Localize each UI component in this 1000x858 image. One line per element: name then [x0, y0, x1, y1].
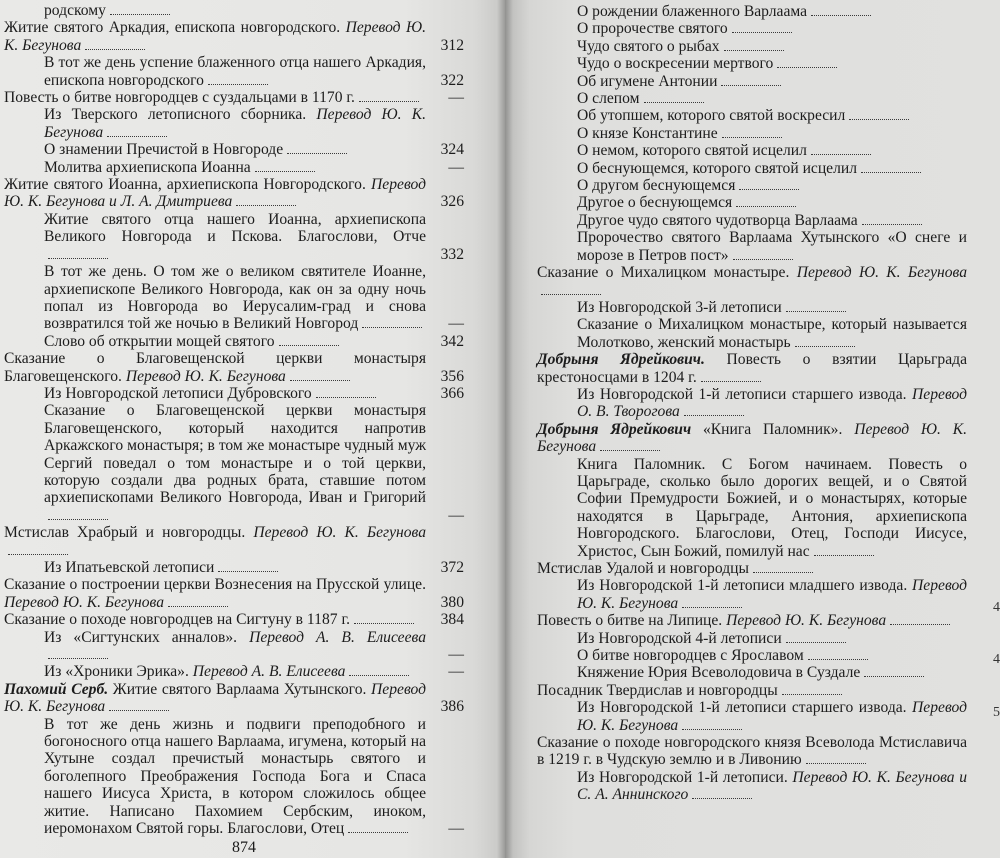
- toc-entry-text: Сказание о Михалицком монастыре.: [537, 264, 797, 282]
- toc-entry: [4, 54, 470, 89]
- toc-entry-title: [577, 699, 977, 734]
- dotted-leader: [861, 171, 921, 173]
- toc-entry-translator: Перевод Ю. К. Бегунова: [125, 367, 286, 385]
- toc-entry-title: [537, 421, 977, 456]
- toc-entry: [537, 421, 977, 456]
- dotted-leader: [724, 49, 784, 51]
- toc-entry-title: [577, 125, 977, 142]
- dotted-leader: [644, 101, 704, 103]
- toc-entry: [537, 699, 977, 734]
- dotted-leader: [218, 570, 278, 572]
- toc-entry-title: [44, 663, 470, 680]
- toc-entry: [4, 576, 470, 611]
- dotted-leader: [864, 675, 924, 677]
- dotted-leader: [753, 571, 813, 573]
- dotted-leader: [692, 797, 752, 799]
- toc-entry: [537, 194, 977, 211]
- toc-entry: [537, 316, 977, 351]
- toc-entry: [4, 333, 470, 350]
- toc-entry-translator: Перевод А. В. Елисеева: [249, 628, 426, 646]
- toc-entry: [537, 734, 977, 769]
- toc-entry-title: [577, 38, 977, 55]
- dotted-leader: [782, 693, 842, 695]
- toc-entry: [537, 160, 977, 177]
- toc-entry-title: [537, 351, 977, 386]
- toc-entry-title: [537, 612, 977, 629]
- dotted-leader: [236, 204, 296, 206]
- toc-entry: [4, 559, 470, 576]
- toc-entry-title: [44, 159, 470, 176]
- toc-entry: [537, 386, 977, 421]
- toc-entry: [4, 211, 470, 263]
- dotted-leader: [849, 118, 909, 120]
- toc-entry-title: [537, 734, 977, 769]
- toc-entry: [4, 350, 470, 385]
- toc-entry-title: [577, 107, 977, 124]
- dotted-leader: [890, 623, 950, 625]
- toc-entry-text: Княжение Юрия Всеволодовича в Суздале: [577, 664, 861, 682]
- toc-entry: [537, 299, 977, 316]
- toc-entry-title: [577, 630, 977, 647]
- toc-entry-text: Слово об открытии мощей святого: [44, 332, 275, 350]
- toc-entry: [4, 716, 470, 838]
- toc-entry-text: Из «Сигтунских анналов».: [44, 628, 250, 646]
- toc-page-number: —: [448, 89, 464, 107]
- toc-entry-text: Об игумене Антонии: [577, 72, 718, 90]
- dotted-leader: [811, 153, 871, 155]
- toc-entry: [4, 106, 470, 141]
- toc-page-number: —: [448, 820, 464, 838]
- toc-entry-title: [577, 73, 977, 90]
- toc-entry: [537, 55, 977, 72]
- toc-entry: [537, 142, 977, 159]
- toc-entry: [537, 682, 977, 699]
- dotted-leader: [541, 293, 601, 295]
- toc-entry-title: [577, 456, 977, 560]
- dotted-leader: [287, 152, 347, 154]
- dotted-leader: [806, 762, 866, 764]
- toc-entry: [4, 629, 470, 664]
- toc-entry: [537, 577, 977, 612]
- toc-entry-title: [577, 386, 977, 421]
- toc-page-number: —: [448, 315, 464, 333]
- dotted-leader: [682, 606, 742, 608]
- toc-entry: [4, 159, 470, 176]
- toc-entry-title: [4, 350, 470, 385]
- toc-entry-text: Из Новгородской 1-й летописи младшего извода.: [577, 577, 913, 595]
- toc-entry-title: [4, 176, 470, 211]
- toc-entry-text: Из Новгородской 3-й летописи: [577, 298, 782, 316]
- toc-entry-title: [44, 402, 470, 524]
- toc-entry-text: Мстислав Удалой и новгородцы: [537, 560, 749, 577]
- toc-entry-title: [44, 106, 470, 141]
- toc-entry-translator: Перевод Ю. К. Бегунова: [44, 106, 426, 141]
- toc-entry-translator: Перевод Ю. К. Бегунова и Л. А. Дмитриева: [4, 176, 426, 211]
- dotted-leader: [255, 170, 315, 172]
- toc-entry-text: Из Новгородской 4-й летописи: [577, 629, 782, 647]
- toc-entry-title: [4, 611, 470, 628]
- toc-entry-text: Сказание о походе новгородцев на Сигтуну в 1187 г.: [4, 611, 350, 629]
- dotted-leader: [279, 344, 339, 346]
- right-page: [505, 0, 1000, 858]
- toc-entry-text: О пророчестве святого: [577, 20, 728, 38]
- toc-entry-text: Сказание о походе новгородского князя Всеволода Мстиславича в 1219 г. в Чудскую землю и в Ливонию: [537, 734, 967, 769]
- toc-entry-title: [577, 647, 977, 664]
- toc-entry-text: В тот же день жизнь и подвиги преподобного и богоносного отца нашего Варлаама, игумена, который на Хутыне создал пречистый монастырь святого и боголепного Преображения Господа Бога и Спаса нашего Иисуса Христа, в котором сложилось общее житие. Написано Пахомием Сербским, иноком, иеромонахом Святой горы. Благослови, Отец: [44, 715, 426, 838]
- toc-entry-text: Житие святого Аркадия, епископа новгородского.: [4, 19, 346, 37]
- toc-page-number: 312: [440, 36, 464, 54]
- toc-entry-title: [44, 629, 470, 664]
- toc-entry-title: [577, 664, 977, 681]
- toc-entry-title: [577, 769, 977, 804]
- toc-entry-translator: Перевод Ю. К. Бегунова: [253, 524, 426, 542]
- dotted-leader: [682, 728, 742, 730]
- toc-entry-title: [577, 299, 977, 316]
- toc-entry-title: [577, 577, 977, 612]
- toc-entry: [537, 612, 977, 629]
- toc-entry: [4, 681, 470, 716]
- toc-entry-text: Житие святого Иоанна, архиепископа Новгородского.: [4, 176, 372, 194]
- dotted-leader: [736, 205, 796, 207]
- toc-page-number: 384: [440, 611, 464, 629]
- toc-entry-title: [577, 90, 977, 107]
- toc-entry-translator: Перевод А. В. Елисеева: [192, 663, 346, 681]
- toc-entry-title: [577, 55, 977, 72]
- toc-entry: [537, 3, 977, 20]
- toc-entry: [537, 664, 977, 681]
- toc-entry: [4, 176, 470, 211]
- toc-page-number: 342: [440, 332, 464, 350]
- dotted-leader: [354, 622, 414, 624]
- toc-entry-title: [44, 385, 470, 402]
- toc-entry: [4, 385, 470, 402]
- dotted-leader: [208, 83, 268, 85]
- dotted-leader: [786, 641, 846, 643]
- toc-page-number: —: [448, 663, 464, 681]
- toc-entry: [537, 351, 977, 386]
- dotted-leader: [795, 345, 855, 347]
- toc-entry-translator: Перевод Ю. К. Бегунова: [577, 699, 967, 734]
- toc-entry-title: [577, 142, 977, 159]
- toc-entry-title: [577, 229, 977, 264]
- toc-entry-text: О битве новгородцев с Ярославом: [577, 647, 804, 665]
- dotted-leader: [814, 554, 874, 556]
- toc-entry-text: Повесть о битве на Липице.: [537, 612, 727, 630]
- toc-entry-text: Сказание о построении церкви Вознесения на Прусской улице.: [4, 576, 426, 594]
- toc-entry-text: О слепом: [577, 90, 640, 108]
- toc-entry-title: [44, 2, 470, 19]
- dotted-leader: [722, 136, 782, 138]
- toc-entry: [537, 630, 977, 647]
- toc-entry: [4, 2, 470, 19]
- toc-page-number: 386: [440, 698, 464, 716]
- toc-entry-text: Из Тверского летописного сборника.: [44, 106, 317, 124]
- toc-entry-text: «Книга Паломник».: [691, 420, 855, 438]
- dotted-leader: [808, 658, 868, 660]
- toc-page-number: 380: [440, 593, 464, 611]
- edge-number: 4: [993, 652, 1000, 667]
- toc-entry-translator: Перевод Ю. К. Бегунова: [4, 680, 426, 716]
- toc-entry-text: О беснующемся, которого святой исцелил: [577, 159, 858, 177]
- dotted-leader: [733, 258, 793, 260]
- toc-entry-author: Добрыня Ядрейкович.: [537, 351, 705, 369]
- toc-entry: [537, 212, 977, 229]
- dotted-leader: [684, 414, 744, 416]
- toc-entry-text: Сказание о Благовещенской церкви монастыря Благовещенского, который находится напротив Аркажского монастыря; в том же монастыре чудный муж Сергий поведал о том монастыре и о той церкви, которую создали два родных брата, ставшие потом архиепископами Великого Новгорода, Иван и Григорий: [44, 402, 426, 507]
- edge-number: 5: [993, 705, 1000, 720]
- toc-page-number: 324: [440, 141, 464, 159]
- dotted-leader: [349, 674, 409, 676]
- toc-entry-title: [577, 316, 977, 351]
- dotted-leader: [8, 553, 68, 555]
- toc-entry-text: Сказание о Благовещенской церкви монастыря Благовещенского.: [4, 350, 426, 385]
- toc-entry-text: Чудо святого о рыбах: [577, 37, 720, 55]
- toc-entry-text: Житие святого Варлаама Хутынского.: [108, 680, 372, 698]
- toc-page-number: —: [448, 506, 464, 524]
- toc-entry-title: [44, 263, 470, 333]
- toc-entry: [537, 769, 977, 804]
- dotted-leader: [316, 396, 376, 398]
- toc-entry-title: [577, 3, 977, 20]
- toc-page-number: —: [448, 158, 464, 176]
- dotted-leader: [362, 326, 422, 328]
- dotted-leader: [777, 66, 837, 68]
- toc-entry-text: О знамении Пречистой в Новгороде: [44, 141, 284, 159]
- toc-entry-title: [4, 681, 470, 716]
- toc-entry-title: [44, 333, 470, 350]
- toc-entry-title: [4, 19, 470, 54]
- toc-page-number: 322: [440, 71, 464, 89]
- toc-entry: [537, 90, 977, 107]
- toc-entry: [537, 264, 977, 299]
- dotted-leader: [110, 13, 170, 15]
- toc-page-number: 372: [440, 559, 464, 576]
- toc-entry-text: Пророчество святого Варлаама Хутынского «О снеге и морозе в Петров пост»: [577, 229, 967, 264]
- toc-entry-text: Молитва архиепископа Иоанна: [44, 158, 251, 176]
- dotted-leader: [85, 48, 145, 50]
- toc-entry-text: Из Новгородской 1-й летописи.: [577, 768, 793, 786]
- toc-entry-text: Житие святого отца нашего Иоанна, архиепископа Великого Новгорода и Пскова. Благослови, Отче: [44, 210, 426, 246]
- toc-entry-title: [44, 211, 470, 263]
- toc-entry-text: О немом, которого святой исцелил: [577, 142, 807, 160]
- toc-entry-text: О князе Константине: [577, 124, 718, 142]
- edge-number: 4: [993, 600, 1000, 615]
- toc-entry: [537, 177, 977, 194]
- toc-entry-translator: Перевод Ю. К. Бегунова: [537, 420, 967, 456]
- page-number: 874: [232, 839, 256, 856]
- toc-entry-text: Из Новгородской 1-й летописи старшего извода.: [577, 699, 913, 717]
- toc-entry-title: [4, 524, 470, 559]
- toc-entry: [537, 38, 977, 55]
- toc-entry: [4, 524, 470, 559]
- toc-entry-text: Чудо о воскресении мертвого: [577, 55, 774, 73]
- toc-entry-title: [537, 560, 977, 577]
- toc-entry-text: родскому: [44, 2, 106, 19]
- toc-entry: [4, 19, 470, 54]
- toc-entry-title: [537, 682, 977, 699]
- toc-entry-translator: Перевод Ю. К. Бегунова: [4, 593, 165, 611]
- toc-entry-title: [44, 54, 470, 89]
- dotted-leader: [359, 100, 419, 102]
- toc-entry: [537, 560, 977, 577]
- toc-entry-text: Книга Паломник. С Богом начинаем. Повесть о Царьграде, сколько было дорогих вещей, и о Святой Софии Премудрости Божией, и о монастырях, которые находятся в Царьграде, Антония, архиепископа Новгородского. Благослови, Отец, Господи Иисусе, Христос, Сын Божий, помилуй нас: [577, 455, 967, 560]
- toc-entry-title: [4, 89, 470, 106]
- toc-entry-text: Из «Хроники Эрика».: [44, 663, 193, 681]
- dotted-leader: [48, 257, 108, 259]
- toc-page-number: 332: [440, 245, 464, 263]
- toc-entry-translator: Перевод О. В. Творогова: [577, 385, 967, 421]
- toc-entry-text: Повесть о битве новгородцев с суздальцами в 1170 г.: [4, 89, 355, 107]
- dotted-leader: [739, 188, 799, 190]
- dotted-leader: [348, 831, 408, 833]
- dotted-leader: [168, 605, 228, 607]
- toc-entry: [4, 611, 470, 628]
- dotted-leader: [48, 657, 108, 659]
- toc-entry-text: О рождении блаженного Варлаама: [577, 3, 808, 20]
- toc-entry-title: [577, 212, 977, 229]
- dotted-leader: [862, 223, 922, 225]
- toc-entry-title: [577, 177, 977, 194]
- toc-entry-title: [537, 264, 977, 299]
- toc-entry-translator: Перевод Ю. К. Бегунова: [796, 264, 967, 282]
- toc-entry-author: Добрыня Ядрейкович: [537, 420, 692, 438]
- toc-entry-title: [4, 576, 470, 611]
- dotted-leader: [107, 135, 167, 137]
- toc-entry: [537, 73, 977, 90]
- toc-entry-title: [577, 160, 977, 177]
- toc-entry: [4, 263, 470, 333]
- dotted-leader: [701, 380, 761, 382]
- toc-entry-text: Из Новгородской 1-й летописи старшего извода.: [577, 385, 913, 403]
- dotted-leader: [48, 518, 108, 520]
- dotted-leader: [811, 14, 871, 16]
- dotted-leader: [786, 310, 846, 312]
- toc-entry-text: Повесть о взятии Царьграда крестоносцами в 1204 г.: [537, 351, 968, 386]
- toc-entry: [4, 663, 470, 680]
- toc-entry-text: Другое о беснующемся: [577, 194, 733, 212]
- toc-entry-text: Посадник Твердислав и новгородцы: [537, 681, 778, 699]
- toc-entry-title: [44, 559, 470, 576]
- toc-entry: [4, 89, 470, 106]
- toc-entry-author: Пахомий Серб.: [4, 680, 109, 698]
- toc-entry-title: [44, 716, 470, 838]
- toc-entry-translator: Перевод Ю. К. Бегунова и С. А. Аннинского: [577, 768, 968, 804]
- toc-page-number: 356: [440, 367, 464, 385]
- toc-entry-title: [577, 194, 977, 211]
- toc-entry-text: Сказание о Михалицком монастыре, который называется Молотково, женский монастырь: [577, 316, 967, 351]
- toc-entry: [4, 402, 470, 524]
- toc-entry-text: Мстислав Храбрый и новгородцы.: [4, 524, 254, 542]
- toc-page-number: —: [448, 646, 464, 664]
- toc-entry-text: О другом беснующемся: [577, 177, 736, 195]
- toc-entry-text: Из Новгородской летописи Дубровского: [44, 384, 312, 402]
- dotted-leader: [721, 84, 781, 86]
- toc-entry-text: Об утопшем, которого святой воскресил: [577, 107, 846, 125]
- toc-entry: [537, 125, 977, 142]
- dotted-leader: [600, 449, 660, 451]
- toc-entry: [537, 229, 977, 264]
- toc-entry-text: В тот же день успение блаженного отца нашего Аркадия, епископа новгородского: [44, 54, 426, 89]
- toc-entry-title: [577, 20, 977, 37]
- left-toc-list: [4, 2, 470, 838]
- toc-entry-text: Другое чудо святого чудотворца Варлаама: [577, 211, 858, 229]
- toc-entry: [537, 107, 977, 124]
- toc-entry-text: В тот же день. О том же о великом святителе Иоанне, архиепископе Великого Новгорода, как он за одну ночь попал из Новгорода во Иерусалим-град и снова возвратился той же ночью в Великий Новгород: [44, 263, 426, 333]
- toc-page-number: 366: [440, 384, 464, 402]
- toc-entry-text: Из Ипатьевской летописи: [44, 559, 215, 576]
- toc-entry-translator: Перевод Ю. К. Бегунова: [4, 19, 426, 54]
- dotted-leader: [109, 709, 169, 711]
- toc-entry: [537, 456, 977, 560]
- toc-entry: [537, 647, 977, 664]
- toc-entry: [4, 141, 470, 158]
- toc-entry: [537, 20, 977, 37]
- toc-entry-translator: Перевод Ю. К. Бегунова: [726, 612, 887, 630]
- dotted-leader: [290, 379, 350, 381]
- toc-page-number: 326: [440, 193, 464, 211]
- toc-entry-translator: Перевод Ю. К. Бегунова: [577, 577, 967, 612]
- right-toc-list: [537, 3, 977, 804]
- dotted-leader: [732, 31, 792, 33]
- toc-entry-title: [44, 141, 470, 158]
